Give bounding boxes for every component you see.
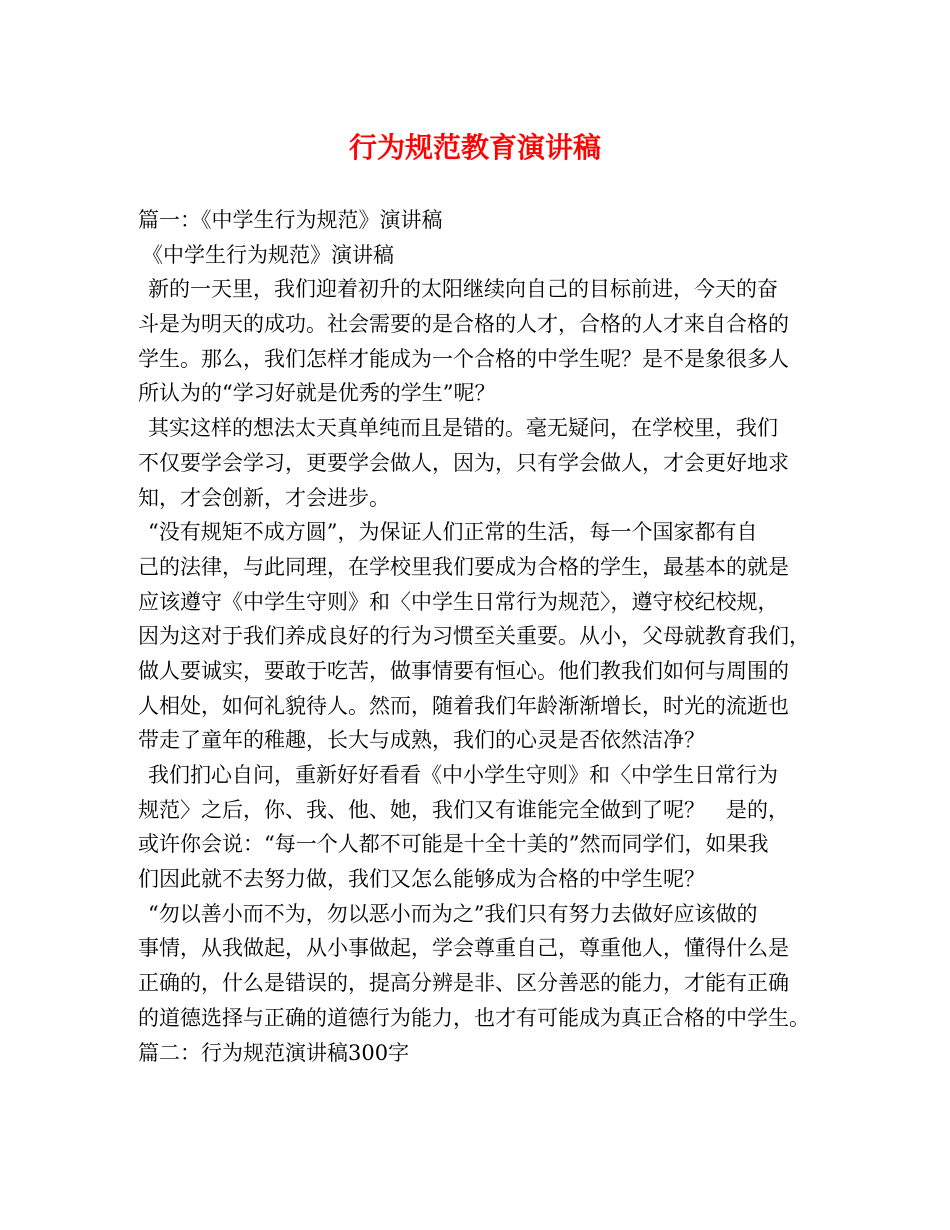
text-line: 事情，从我做起，从小事做起，学会尊重自己，尊重他人，懂得什么是 <box>138 936 789 961</box>
text-line: 其实这样的想法太天真单纯而且是错的。毫无疑问，在学校里，我们 <box>148 416 778 441</box>
text-line: 不仅要学会学习，更要学会做人，因为，只有学会做人，才会更好地求 <box>138 450 789 475</box>
document-body <box>138 203 828 1070</box>
text-line: 应该遵守《中学生守则》和〈中学生日常行为规范〉，遵守校纪校规， <box>138 589 779 614</box>
subtitle-line: 《中学生行为规范》演讲稿 <box>142 242 394 267</box>
text-line: 新的一天里，我们迎着初升的太阳继续向自己的目标前进，今天的奋 <box>148 277 778 302</box>
text-line: 正确的，什么是错误的，提高分辨是非、区分善恶的能力，才能有正确 <box>138 971 789 996</box>
text-line: 知，才会创新，才会进步。 <box>138 485 390 510</box>
text-line: 因为这对于我们养成良好的行为习惯至关重要。从小，父母就教育我们， <box>138 624 810 649</box>
section-heading-1: 篇一：《中学生行为规范》演讲稿 <box>138 208 443 232</box>
text-line: 人相处，如何礼貌待人。然而，随着我们年龄渐渐增长，时光的流逝也 <box>138 693 789 718</box>
document-title: 行为规范教育演讲稿 <box>348 131 601 164</box>
text-line: 规范〉之后，你、我、他、她，我们又有谁能完全做到了呢？ 是的， <box>138 797 789 822</box>
text-line: 做人要诚实，要敢于吃苦，做事情要有恒心。他们教我们如何与周围的 <box>138 658 789 683</box>
text-line: 学生。那么，我们怎样才能成为一个合格的中学生呢？是不是象很多人 <box>138 346 789 371</box>
text-line: 己的法律，与此同理，在学校里我们要成为合格的学生，最基本的就是 <box>138 554 789 579</box>
text-line: “没有规矩不成方圆”，为保证人们正常的生活，每一个国家都有自 <box>148 520 758 545</box>
text-line: 斗是为明天的成功。社会需要的是合格的人才，合格的人才来自合格的 <box>138 312 789 337</box>
text-line: “勿以善小而不为，勿以恶小而为之”我们只有努力去做好应该做的 <box>148 901 758 926</box>
text-line: 们因此就不去努力做，我们又怎么能够成为合格的中学生呢？ <box>138 867 705 892</box>
text-line: 带走了童年的稚趣，长大与成熟，我们的心灵是否依然洁净？ <box>138 728 705 753</box>
section-heading-2: 篇二：行为规范演讲稿300字 <box>138 1040 410 1065</box>
text-line: 所认为的“学习好就是优秀的学生”呢？ <box>138 381 496 406</box>
text-line: 的道德选择与正确的道德行为能力，也才有可能成为真正合格的中学生。 <box>138 1005 810 1030</box>
text-line: 我们扪心自问，重新好好看看《中小学生守则》和〈中学生日常行为 <box>148 763 778 787</box>
text-line: 或许你会说：“每一个人都不可能是十全十美的”然而同学们，如果我 <box>138 832 769 857</box>
